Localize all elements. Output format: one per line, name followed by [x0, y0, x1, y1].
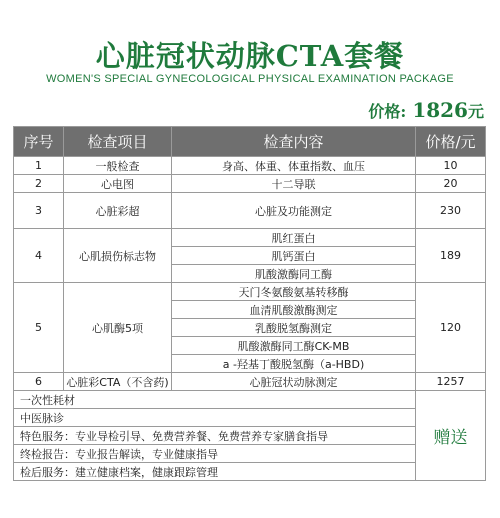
row-item: 心脏彩CTA（不含药) — [64, 373, 172, 391]
table-row — [14, 193, 486, 229]
extra-row — [14, 463, 486, 481]
column-header-no: 序号 — [14, 127, 64, 157]
row-content: 心脏及功能测定 — [172, 193, 416, 229]
row-item: 心脏彩超 — [64, 193, 172, 229]
row-item: 心肌酶5项 — [64, 283, 172, 373]
row-no: 2 — [14, 175, 64, 193]
extra-item: 检后服务：建立健康档案，健康跟踪管理 — [14, 463, 416, 481]
row-content: 十二导联 — [172, 175, 416, 193]
row-price: 1257 — [416, 373, 486, 391]
extra-item: 一次性耗材 — [14, 391, 416, 409]
row-content: 肌钙蛋白 — [172, 247, 416, 265]
extra-row — [14, 391, 486, 409]
row-no: 3 — [14, 193, 64, 229]
extra-item: 中医脉诊 — [14, 409, 416, 427]
row-content: 身高、体重、体重指数、血压 — [172, 157, 416, 175]
table-row — [14, 373, 486, 391]
row-no: 6 — [14, 373, 64, 391]
row-content: 肌酸激酶同工酶CK-MB — [172, 337, 416, 355]
column-header-price: 价格/元 — [416, 127, 486, 157]
table-row — [14, 175, 486, 193]
package-price — [368, 98, 484, 122]
row-content: 血清肌酸激酶测定 — [172, 301, 416, 319]
row-no: 4 — [14, 229, 64, 283]
row-content: a -羟基丁酸脱氢酶（a-HBD) — [172, 355, 416, 373]
extra-row — [14, 427, 486, 445]
extra-item: 终检报告：专业报告解读，专业健康指导 — [14, 445, 416, 463]
row-item: 心电图 — [64, 175, 172, 193]
row-price: 120 — [416, 283, 486, 373]
row-price: 189 — [416, 229, 486, 283]
row-item: 一般检查 — [64, 157, 172, 175]
page-title: 心脏冠状动脉CTA套餐 — [95, 39, 405, 73]
row-item: 心肌损伤标志物 — [64, 229, 172, 283]
extra-item: 特色服务：专业导检引导、免费营养餐、免费营养专家膳食指导 — [14, 427, 416, 445]
table-row — [14, 229, 486, 247]
row-price: 20 — [416, 175, 486, 193]
row-content: 天门冬氨酸氨基转移酶 — [172, 283, 416, 301]
row-price: 10 — [416, 157, 486, 175]
row-no: 1 — [14, 157, 64, 175]
extra-row — [14, 445, 486, 463]
gift-label: 赠送 — [416, 391, 486, 481]
column-header-item: 检查项目 — [64, 127, 172, 157]
row-content: 肌红蛋白 — [172, 229, 416, 247]
row-content: 乳酸脱氢酶测定 — [172, 319, 416, 337]
extra-row — [14, 409, 486, 427]
price-unit: 元 — [467, 102, 484, 121]
table-row — [14, 283, 486, 301]
page-subtitle: WOMEN'S SPECIAL GYNECOLOGICAL PHYSICAL EXAMINATION PACKAGE — [46, 73, 454, 85]
exam-table — [13, 126, 486, 481]
row-no: 5 — [14, 283, 64, 373]
row-content: 心脏冠状动脉测定 — [172, 373, 416, 391]
row-price: 230 — [416, 193, 486, 229]
row-content: 肌酸激酶同工酶 — [172, 265, 416, 283]
table-header-row — [14, 127, 486, 157]
price-value: 1826 — [412, 98, 468, 122]
table-row — [14, 157, 486, 175]
price-label: 价格: — [368, 102, 407, 121]
column-header-content: 检查内容 — [172, 127, 416, 157]
